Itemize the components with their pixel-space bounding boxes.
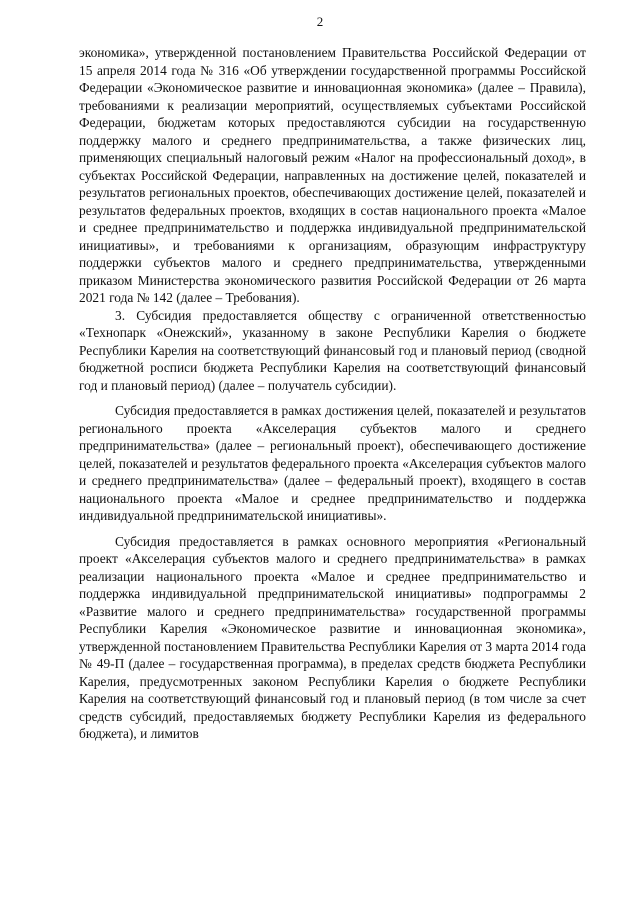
- paragraph-main-activity: Субсидия предоставляется в рамках основного мероприятия «Региональный проект «Акселерация субъектов малого и среднего предпринимательства» в рамках реализации национального проекта «Малое и среднее предпринимательство и поддержка индивидуальной предпринимательской инициативы» подпрограммы 2 «Развитие малого и среднего предпринимательства» государственной программы Республики Карелия «Экономическое развитие и инновационная экономика», утвержденной постановлением Правительства Республики Карелия от 3 марта 2014 года № 49-П (далее – государственная программа), в пределах средств бюджета Республики Карелия, предусмотренных законом Республики Карелия о бюджете Республики Карелия на соответствующий финансовый год и плановый период (в том числе за счет средств субсидий, предоставляемых бюджету Республики Карелия из федерального бюджета), и лимитов: [79, 533, 586, 741]
- paragraph-regional-project: Субсидия предоставляется в рамках достижения целей, показателей и результатов регионального проекта «Акселерация субъектов малого и среднего предпринимательства» (далее – региональный проект), обеспечивающего достижение целей, показателей и результатов федерального проекта «Акселерация субъектов малого и среднего предпринимательства» (далее – федеральный проект), входящего в состав национального проекта «Малое и среднее предпринимательство и поддержка индивидуальной предпринимательской инициативы».: [79, 403, 586, 523]
- document-body: [79, 44, 586, 743]
- paragraph-item-3: 3. Субсидия предоставляется обществу с ограниченной ответственностью «Технопарк «Онежский», указанному в законе Республики Карелия о бюджете Республики Карелия на соответствующий финансовый год и плановый период (сводной бюджетной росписи бюджета Республики Карелия на соответствующий финансовый год и плановый период) (далее – получатель субсидии).: [79, 307, 586, 393]
- paragraph-continuation: экономика», утвержденной постановлением Правительства Российской Федерации от 15 апреля 2014 года № 316 «Об утверждении государственной программы Российской Федерации «Экономическое развитие и инновационная экономика» (далее – Правила), требованиями к реализации мероприятий, осуществляемых субъектами Российской Федерации, бюджетам которых предоставляются субсидии на государственную поддержку малого и среднего предпринимательства, а также физических лиц, применяющих специальный налоговый режим «Налог на профессиональный доход», в субъектах Российской Федерации, направленных на достижение целей, показателей и результатов региональных проектов, обеспечивающих достижение целей, показателей и результатов федеральных проектов, входящих в состав национального проекта «Малое и среднее предпринимательство и поддержка индивидуальной предпринимательской инициативы», и требованиями к организациям, образующим инфраструктуру поддержки субъектов малого и среднего предпринимательства, утвержденными приказом Министерства экономического развития Российской Федерации от 26 марта 2021 года № 142 (далее – Требования).: [79, 45, 586, 305]
- page-number: 2: [316, 14, 324, 29]
